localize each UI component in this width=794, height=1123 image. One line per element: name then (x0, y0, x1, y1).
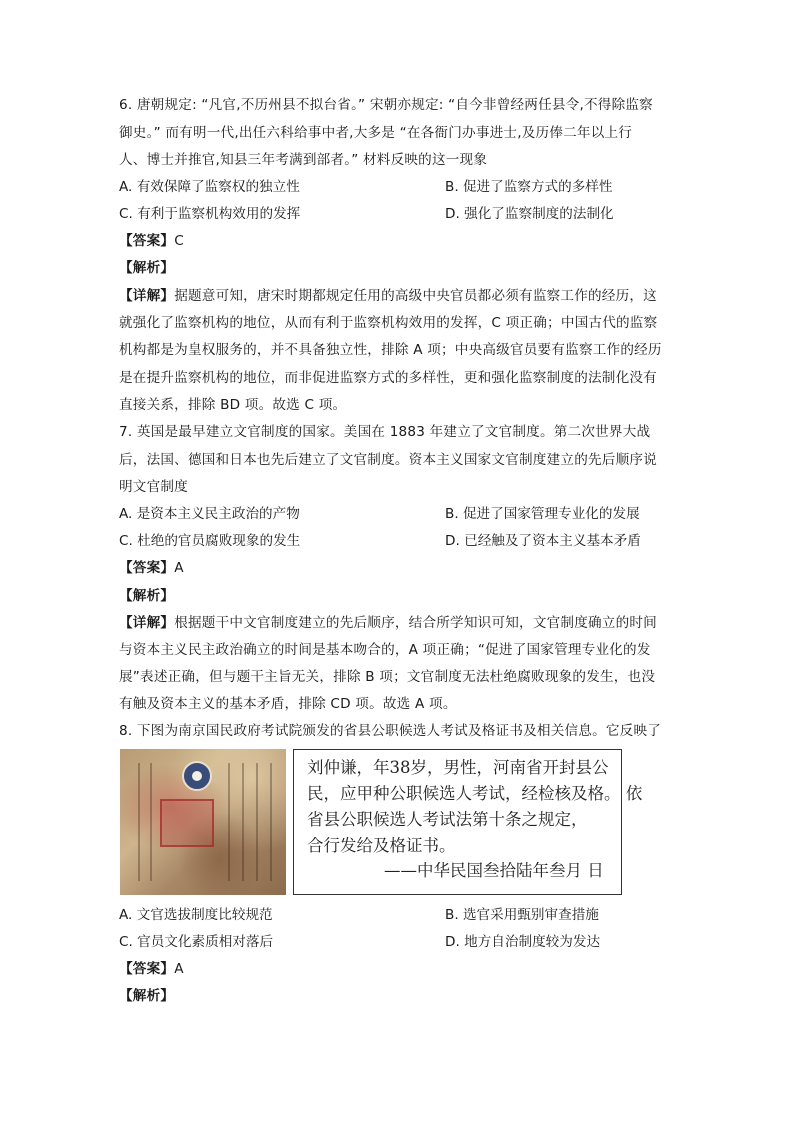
q8-option-d: D. 地方自治制度较为发达 (445, 934, 601, 950)
q8-option-a: A. 文官选拔制度比较规范 (119, 907, 273, 923)
q6-stem-line-1: 6. 唐朝规定: “凡官,不历州县不拟台省。” 宋朝亦规定: “自今非曾经两任县令,不得除监察 (119, 97, 653, 113)
q7-option-d: D. 已经触及了资本主义基本矛盾 (445, 533, 641, 549)
q6-analysis-label: 【解析】 (119, 260, 175, 276)
q7-option-a: A. 是资本主义民主政治的产物 (119, 506, 300, 522)
q7-stem-line-1: 7. 英国是最早建立文官制度的国家。美国在 1883 年建立了文官制度。第二次世界大战 (119, 424, 651, 440)
q6-detail-line-2: 就强化了监察机构的地位，从而有利于监察机构效用的发挥，C 项正确；中国古代的监察 (119, 315, 658, 331)
q6-stem-line-3: 人、博士并推官,知县三年考满到部者。” 材料反映的这一现象 (119, 152, 488, 168)
detail-text: 根据题干中文官制度建立的先后顺序，结合所学知识可知，文官制度确立的时间 (174, 615, 657, 631)
certificate-line-1: 刘仲谦，年38岁，男性，河南省开封县公 (307, 758, 609, 777)
detail-text: 据题意可知，唐宋时期都规定任用的高级中央官员都必须有监察工作的经历，这 (174, 288, 657, 304)
answer-label: 【答案】 (119, 961, 175, 977)
q6-stem-line-2: 御史。” 而有明一代,出任六科给事中者,大多是 “在各衙门办事进士,及历俸二年以上行 (119, 125, 633, 141)
q6-option-b: B. 促进了监察方式的多样性 (445, 179, 613, 195)
q8-analysis-label: 【解析】 (119, 988, 175, 1004)
q6-answer (119, 231, 184, 251)
certificate-text-box (293, 749, 643, 895)
answer-value: C (174, 233, 184, 249)
q8-option-c: C. 官员文化素质相对落后 (119, 934, 274, 950)
q7-option-b: B. 促进了国家管理专业化的发展 (445, 506, 640, 522)
q7-detail-line-4: 有触及资本主义的基本矛盾，排除 CD 项。故选 A 项。 (119, 696, 457, 712)
q6-detail-line-5: 直接关系，排除 BD 项。故选 C 项。 (119, 397, 347, 413)
q7-option-c: C. 杜绝的官员腐败现象的发生 (119, 533, 301, 549)
certificate-line-3: 省县公职候选人考试法第十条之规定， (307, 810, 588, 829)
emblem-icon (182, 761, 212, 791)
q7-detail-line-2: 与资本主义民主政治确立的时间是基本吻合的，A 项正确；“促进了国家管理专业化的发 (119, 642, 651, 658)
answer-label: 【答案】 (119, 560, 175, 576)
q7-analysis-label: 【解析】 (119, 588, 175, 604)
certificate-signature: ——中华民国叁拾陆年叁月 日 (384, 861, 604, 880)
q7-stem-line-2: 后，法国、德国和日本也先后建立了文官制度。资本主义国家文官制度建立的先后顺序说 (119, 452, 657, 468)
q6-option-d: D. 强化了监察制度的法制化 (445, 206, 614, 222)
detail-label: 【详解】 (119, 615, 175, 631)
q8-answer (119, 959, 184, 979)
certificate-photo (120, 749, 286, 895)
answer-value: A (174, 961, 184, 977)
q6-detail-line-1 (119, 286, 657, 306)
detail-label: 【详解】 (119, 288, 175, 304)
q8-stem: 8. 下图为南京国民政府考试院颁发的省县公职候选人考试及格证书及相关信息。它反映了 (119, 723, 662, 739)
q7-stem-line-3: 明文官制度 (119, 479, 188, 495)
q6-detail-line-4: 是在提升监察机构的地位，而非促进监察方式的多样性，更和强化监察制度的法制化没有 (119, 370, 657, 386)
q7-detail-line-3: 展”表述正确，但与题干主旨无关，排除 B 项；文官制度无法杜绝腐败现象的发生，也没 (119, 669, 656, 685)
answer-value: A (174, 560, 184, 576)
certificate-line-2: 民，应甲种公职候选人考试，经检核及格。 依 (307, 784, 643, 803)
seal-stamp (160, 799, 214, 847)
certificate-line-4: 合行发给及格证书。 (307, 836, 456, 855)
q6-option-a: A. 有效保障了监察权的独立性 (119, 179, 300, 195)
q6-detail-line-3: 机构都是为皇权服务的，并不具备独立性，排除 A 项；中央高级官员要有监察工作的经历 (119, 342, 662, 358)
q7-detail-line-1 (119, 613, 657, 633)
answer-label: 【答案】 (119, 233, 175, 249)
q8-option-b: B. 选官采用甄别审查措施 (445, 907, 599, 923)
q7-answer (119, 558, 184, 578)
q6-option-c: C. 有利于监察机构效用的发挥 (119, 206, 301, 222)
